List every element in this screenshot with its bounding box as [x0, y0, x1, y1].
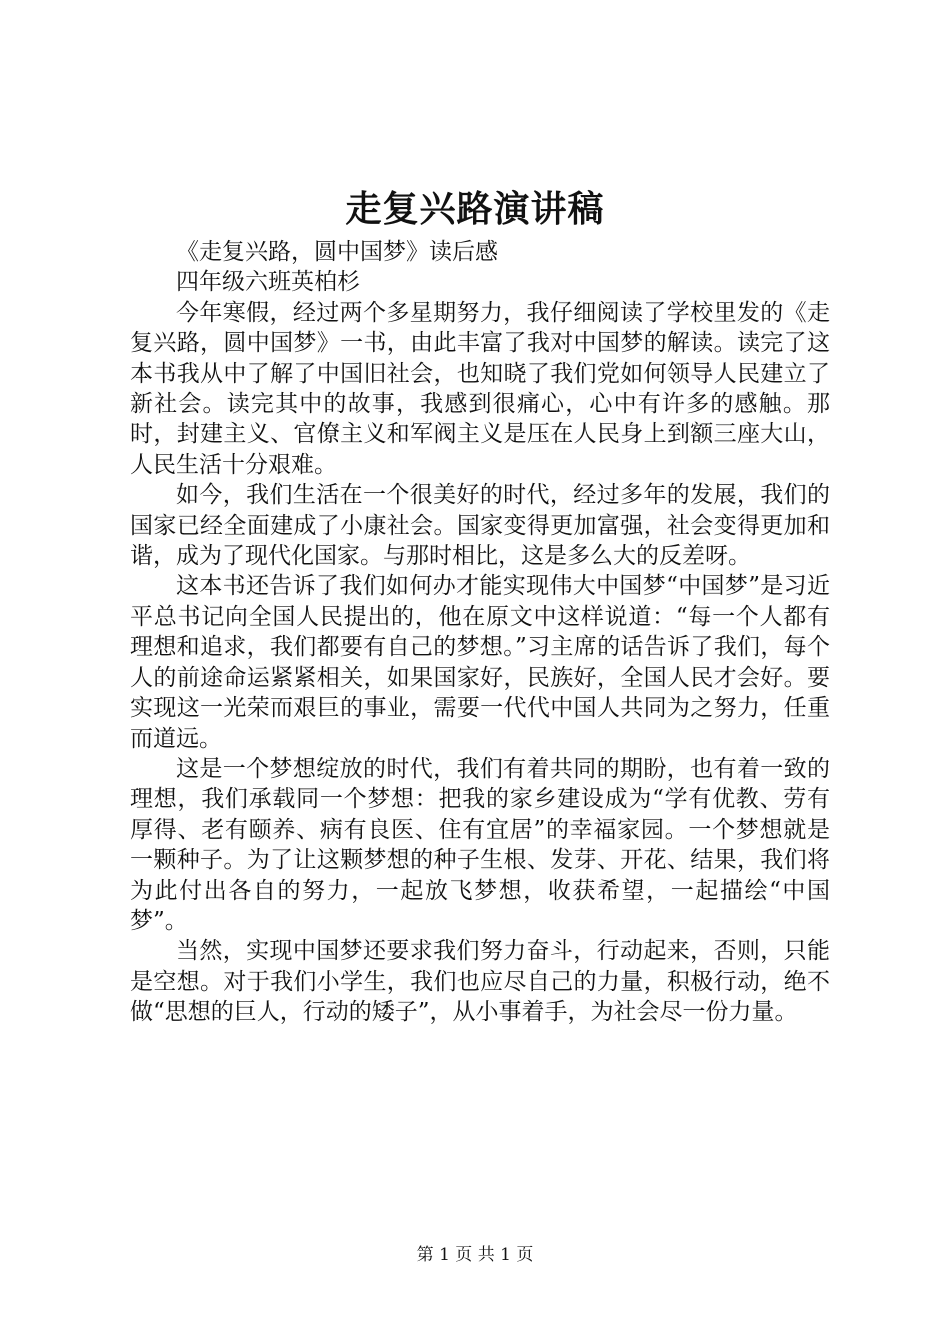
author-line: 四年级六班英柏杉: [176, 269, 360, 296]
page-footer: 第 1 页 共 1 页: [416, 1245, 534, 1265]
body-paragraph: 这本书还告诉了我们如何办才能实现伟大中国梦“中国梦”是习近平总书记向全国人民提出的，他在原文中这样说道：“每一个人都有理想和追求，我们都要有自己的梦想。”习主席的话告诉了我们，每个人的前途命运紧紧相关，如果国家好，民族好，全国人民才会好。要实现这一光荣而艰巨的事业，需要一代代中国人共同为之努力，任重而道远。: [130, 573, 830, 752]
document-body: [130, 237, 830, 1028]
body-paragraph: 这是一个梦想绽放的时代，我们有着共同的期盼，也有着一致的理想，我们承载同一个梦想：把我的家乡建设成为“学有优教、劳有厚得、老有颐养、病有良医、住有宜居”的幸福家园。一个梦想就是一颗种子。为了让这颗梦想的种子生根、发芽、开花、结果，我们将为此付出各自的努力，一起放飞梦想，收获希望，一起描绘“中国梦”。: [130, 755, 830, 934]
document-title: 走复兴路演讲稿: [345, 188, 605, 230]
body-paragraph: 如今，我们生活在一个很美好的时代，经过多年的发展，我们的国家已经全面建成了小康社会。国家变得更加富强，社会变得更加和谐，成为了现代化国家。与那时相比，这是多么大的反差呀。: [130, 482, 830, 570]
body-paragraph: 今年寒假，经过两个多星期努力，我仔细阅读了学校里发的《走复兴路，圆中国梦》一书，由此丰富了我对中国梦的解读。读完了这本书我从中了解了中国旧社会，也知晓了我们党如何领导人民建立了新社会。读完其中的故事，我感到很痛心，心中有许多的感触。那时，封建主义、官僚主义和军阀主义是压在人民身上到额三座大山，人民生活十分艰难。: [130, 299, 830, 478]
subtitle-paragraph: 《走复兴路，圆中国梦》读后感: [176, 239, 498, 265]
body-paragraph: 当然，实现中国梦还要求我们努力奋斗，行动起来，否则，只能是空想。对于我们小学生，我们也应尽自己的力量，积极行动，绝不做“思想的巨人，行动的矮子”，从小事着手，为社会尽一份力量。: [130, 938, 830, 1026]
